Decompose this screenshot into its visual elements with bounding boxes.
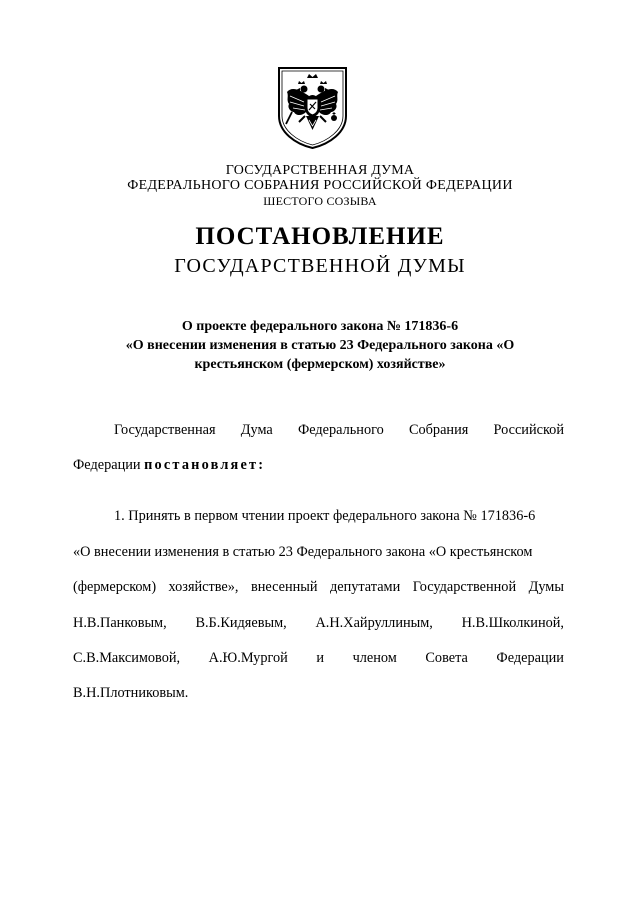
preamble-word: Российской [493,422,564,438]
item-1-line-1: 1. Принять в первом чтении проект федерального закона № 171836-6 [114,508,536,524]
preamble-word: Государственная [114,422,216,438]
preamble-text: Федерации [73,457,145,473]
convocation-line: ШЕСТОГО СОЗЫВА [263,194,377,208]
deputy-name: Н.В.Школкиной, [461,615,564,631]
item-word: (фермерском) [73,579,157,595]
preamble-line-2 [73,455,564,475]
org-name-line-2: ФЕДЕРАЛЬНОГО СОБРАНИЯ РОССИЙСКОЙ ФЕДЕРАЦИИ [127,178,513,193]
document-type-subtitle: ГОСУДАРСТВЕННОЙ ДУМЫ [174,255,466,277]
org-name-line-1: ГОСУДАРСТВЕННАЯ ДУМА [225,163,415,178]
subject-line-3: крестьянском (фермерском) хозяйстве» [194,357,446,372]
subject-line-1: О проекте федерального закона № 171836-6 [181,319,459,334]
item-word: хозяйстве», [168,579,239,595]
coat-of-arms-emblem [276,66,349,150]
item-word: Думы [528,579,564,595]
item-word: депутатами [329,579,401,595]
preamble-word: Федерального [297,422,384,438]
resolves-keyword: постановляет: [144,457,266,473]
item-1-line-3 [73,577,564,597]
preamble-word: Дума [240,422,273,438]
preamble-word: Собрания [408,422,469,438]
item-word: Государственной [412,579,517,595]
document-type-title: ПОСТАНОВЛЕНИЕ [195,223,445,250]
deputy-name: А.Н.Хайруллиным, [315,615,433,631]
item-word: внесенный [250,579,318,595]
deputy-name: В.Б.Кидяевым, [195,615,287,631]
preamble-line-1 [114,420,564,440]
item-word: членом [352,650,397,666]
deputy-name: Н.В.Панковым, [73,615,167,631]
deputy-name: А.Ю.Мургой [208,650,288,666]
item-1-line-6: В.Н.Плотниковым. [73,685,189,701]
item-1-line-4 [73,613,564,633]
item-word: Федерации [496,650,564,666]
item-word: Совета [425,650,468,666]
item-1-line-2: «О внесении изменения в статью 23 Федерального закона «О крестьянском [73,544,533,560]
document-subject [0,317,640,374]
item-word: и [316,650,325,666]
subject-line-2: «О внесении изменения в статью 23 Федерального закона «О [125,338,515,353]
item-1-line-5 [73,648,564,668]
deputy-name: С.В.Максимовой, [73,650,181,666]
